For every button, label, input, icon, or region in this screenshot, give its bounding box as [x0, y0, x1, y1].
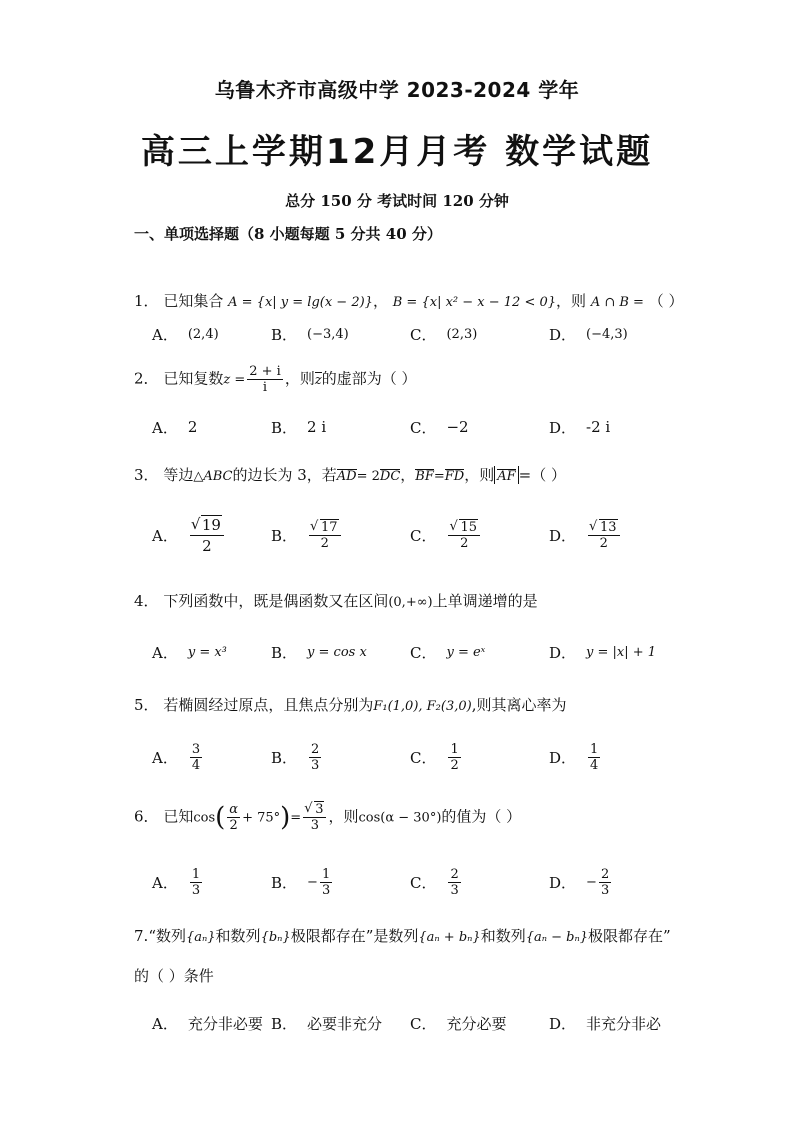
interval: (0,+∞) — [388, 595, 433, 610]
option-b[interactable]: B． − $\frac{1}{3}$ — [271, 866, 331, 898]
fraction: $\frac{3}{4}$ — [191, 741, 201, 773]
fraction: $\frac{1}{2}$ — [450, 741, 459, 773]
fraction: $\frac{2}{3}$ — [311, 741, 320, 773]
question-2-stem: 2． 已知复数z = $\frac{2 + i}{i}$ ，则z的虚部为（ ） — [134, 364, 417, 395]
option-b[interactable]: B． (−3,4) — [271, 325, 349, 344]
option-d[interactable]: D． 非充分非必 — [549, 1014, 662, 1033]
option-c[interactable]: C． $\frac{2}{3}$ — [410, 866, 459, 898]
option-d[interactable]: D． y = |x| + 1 — [549, 643, 657, 662]
intersection-expr: A ∩ B = — [590, 295, 644, 310]
target-expr: cos(α − 30°) — [358, 810, 442, 826]
set-b: B = {x| x² − x − 12 < 0} — [392, 295, 557, 310]
question-7-stem-line2: 的（ ）条件 — [134, 967, 214, 985]
exam-title: 高三上学期12月月考 数学试题 — [140, 132, 654, 172]
fraction: √ $\frac{3}{3}$ — [303, 802, 326, 833]
option-a[interactable]: A． y = x³ — [152, 643, 227, 662]
question-7-stem: 7.“数列{aₙ}和数列{bₙ}极限都存在”是数列{aₙ + bₙ}和数列{aₙ − bₙ}极限都存在” — [134, 927, 671, 945]
vector-bf: BF — [415, 469, 434, 484]
fraction: √ $\frac{17}{2}$ — [309, 520, 341, 551]
triangle: △ABC — [193, 469, 233, 484]
fraction: $\frac{1}{3}$ — [191, 866, 201, 898]
vector-fd: FD — [444, 469, 465, 484]
question-number: 2． — [134, 369, 159, 388]
option-b[interactable]: B． $\frac{2}{3}$ — [271, 741, 320, 773]
fraction: $\frac{2}{3}$ — [450, 866, 459, 898]
option-b[interactable]: B． 2 i — [271, 418, 327, 437]
option-a[interactable]: A． (2,4) — [152, 325, 219, 344]
question-6-stem: 6． 已知cos( $\frac{\alpha}{2}$ + 75°)= √ $\frac{3}{3}$ ，则cos(α − 30°)的值为（ ） — [134, 802, 521, 833]
option-d[interactable]: D． (−4,3) — [549, 325, 628, 344]
set-a: A = {x| y = lg(x − 2)} — [228, 295, 373, 310]
fraction: √ $\frac{15}{2}$ — [448, 520, 480, 551]
fraction: $\frac{1}{3}$ — [321, 866, 331, 898]
fraction: $\frac{\alpha}{2}$ — [229, 802, 239, 833]
question-3-options — [152, 515, 712, 559]
exam-info: 总分 150 分 考试时间 120 分钟 — [285, 192, 509, 210]
option-b[interactable]: B． √ $\frac{17}{2}$ — [271, 515, 343, 555]
option-c[interactable]: C． √ $\frac{15}{2}$ — [410, 515, 482, 555]
question-5-stem: 5． 若椭圆经过原点，且焦点分别为F₁(1,0), F₂(3,0),则其离心率为 — [134, 696, 567, 714]
option-a[interactable]: A． 2 — [152, 418, 198, 437]
question-4-stem: 4． 下列函数中，既是偶函数又在区间(0,+∞)上单调递增的是 — [134, 592, 538, 610]
fraction: √ $\frac{13}{2}$ — [588, 520, 620, 551]
question-number: 1． — [134, 292, 159, 310]
question-number: 5． — [134, 696, 159, 714]
section-heading: 一、单项选择题（8 小题每题 5 分共 40 分） — [134, 225, 442, 243]
question-7-options — [152, 1003, 712, 1047]
option-a[interactable]: A． $\frac{1}{3}$ — [152, 866, 201, 898]
option-c[interactable]: C． −2 — [410, 418, 469, 437]
option-a[interactable]: A． √ $\frac{19}{2}$ — [152, 515, 226, 555]
question-2-options — [152, 407, 712, 451]
question-4-options — [152, 632, 712, 676]
option-d[interactable]: D． √ $\frac{13}{2}$ — [549, 515, 622, 555]
question-5-options — [152, 737, 712, 781]
option-d[interactable]: D． $\frac{1}{4}$ — [549, 741, 599, 773]
fraction: $\frac{1}{4}$ — [590, 741, 599, 773]
option-c[interactable]: C． (2,3) — [410, 325, 478, 344]
fraction: $\frac{2 + i}{i}$ — [249, 364, 281, 395]
question-1-stem: 1． 已知集合 A = {x| y = lg(x − 2)}， B = {x| x² − x − 12 < 0}，则 A ∩ B = （ ） — [134, 292, 684, 310]
question-number: 3． — [134, 466, 159, 484]
option-c[interactable]: C． y = eˣ — [410, 643, 486, 662]
question-3-stem: 3． 等边△ABC的边长为 3，若AD= 2DC，BF=FD，则 AF =（ ） — [134, 466, 567, 484]
option-b[interactable]: B． 必要非充分 — [271, 1014, 383, 1033]
option-a[interactable]: A． 充分非必要 — [152, 1014, 263, 1033]
fraction: √ $\frac{19}{2}$ — [190, 515, 224, 556]
question-number: 4． — [134, 592, 159, 610]
question-number: 6． — [134, 807, 159, 826]
option-a[interactable]: A． $\frac{3}{4}$ — [152, 741, 201, 773]
school-title: 乌鲁木齐市高级中学 2023-2024 学年 — [214, 78, 580, 102]
question-number: 7. — [134, 927, 149, 945]
vector-ad: AD — [336, 469, 357, 484]
option-c[interactable]: C． 充分必要 — [410, 1014, 507, 1033]
question-6-options — [152, 862, 712, 906]
question-1-options — [152, 314, 712, 358]
option-d[interactable]: D． − $\frac{2}{3}$ — [549, 866, 610, 898]
fraction: $\frac{2}{3}$ — [600, 866, 610, 898]
conjugate-z: z — [314, 372, 322, 388]
option-d[interactable]: D． -2 i — [549, 418, 611, 437]
vector-af: AF — [497, 469, 516, 484]
vector-dc: DC — [379, 469, 401, 484]
option-c[interactable]: C． $\frac{1}{2}$ — [410, 741, 459, 773]
option-b[interactable]: B． y = cos x — [271, 643, 367, 662]
foci: F₁(1,0), F₂(3,0) — [373, 699, 472, 714]
